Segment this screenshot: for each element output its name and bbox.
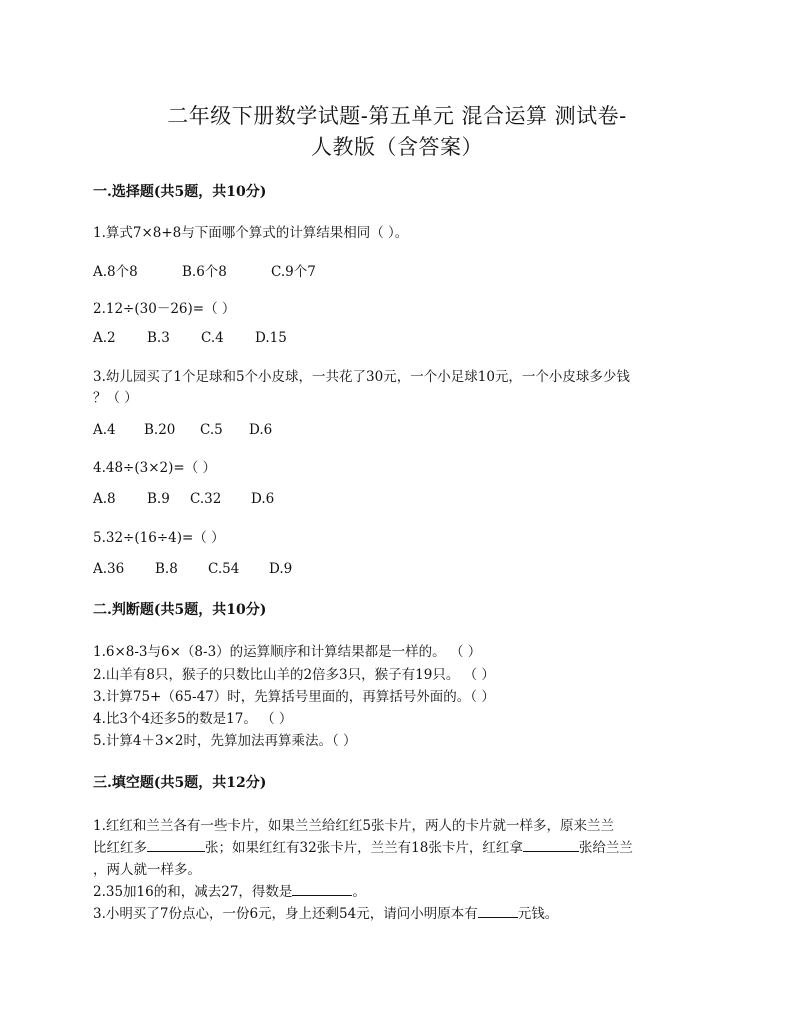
section2-heading: 二.判断题(共5题，共10分): [93, 602, 267, 618]
fill-q2-line: [93, 880, 366, 900]
q5-option-a: A.36: [93, 561, 125, 577]
fill-q1-line1: 1.红红和兰兰各有一些卡片，如果兰兰给红红5张卡片，两人的卡片就一样多，原来兰兰: [93, 818, 614, 834]
q3-option-c: C.5: [200, 422, 223, 438]
q4-option-c: C.32: [190, 491, 222, 507]
page-title-line1: 二年级下册数学试题-第五单元 混合运算 测试卷-: [167, 104, 627, 128]
q3-option-d: D.6: [249, 422, 273, 438]
fill-q3-text-a: 3.小明买了7份点心，一份6元，身上还剩54元，请问小明原本有: [93, 906, 478, 922]
q5-option-c: C.54: [208, 561, 240, 577]
q5-options: [93, 561, 292, 577]
section1-heading: 一.选择题(共5题，共10分): [93, 184, 267, 200]
answer-blank-3[interactable]: [292, 883, 352, 896]
answer-blank-4[interactable]: [478, 905, 518, 918]
q4-text: 4.48÷(3×2)=（ ）: [93, 460, 216, 476]
judge-item-2: 2.山羊有8只，猴子的只数比山羊的2倍多3只，猴子有19只。 （ ）: [93, 667, 495, 683]
q4-option-b: B.9: [147, 491, 170, 507]
q3-text-line2: ？（ ）: [93, 390, 138, 406]
q4-option-d: D.6: [251, 491, 275, 507]
page-title-line2: 人教版（含答案）: [311, 135, 483, 159]
q3-options: [93, 422, 272, 438]
judge-item-1: 1.6×8-3与6×（8-3）的运算顺序和计算结果都是一样的。 （ ）: [93, 644, 482, 660]
q3-option-a: A.4: [93, 422, 116, 438]
q3-option-b: B.20: [144, 422, 176, 438]
section3-heading: 三.填空题(共5题，共12分): [93, 775, 267, 791]
answer-blank-1[interactable]: [147, 839, 205, 852]
fill-q3-line: [93, 902, 558, 922]
fill-q3-text-b: 元钱。: [517, 906, 559, 922]
q2-option-d: D.15: [255, 330, 287, 346]
q4-options: [93, 491, 274, 507]
fill-q1-text-b: 张；如果红红有32张卡片，兰兰有18张卡片，红红拿: [205, 840, 523, 856]
q1-option-a: A.8个8: [93, 264, 138, 280]
q1-options: [93, 260, 316, 280]
fill-q1-line2: [93, 836, 633, 856]
q2-option-a: A.2: [93, 330, 116, 346]
judge-item-5: 5.计算4＋3×2时，先算加法再算乘法。（ ）: [93, 733, 357, 749]
q2-option-b: B.3: [147, 330, 170, 346]
q3-text-line1: 3.幼儿园买了1个足球和5个小皮球，一共花了30元，一个小足球10元，一个小皮球多少钱: [93, 369, 630, 385]
answer-blank-2[interactable]: [523, 839, 579, 852]
q5-option-b: B.8: [155, 561, 178, 577]
fill-q1-text-c: 张给兰兰: [578, 840, 633, 856]
q1-option-b: B.6个8: [182, 264, 227, 280]
q2-text: 2.12÷(30－26)=（ ）: [93, 301, 236, 317]
q5-text: 5.32÷(16÷4)=（ ）: [93, 530, 225, 546]
fill-q1-text-a: 比红红多: [93, 840, 147, 856]
q4-option-a: A.8: [93, 491, 116, 507]
fill-q2-text-b: 。: [352, 884, 366, 900]
fill-q1-line3: ，两人就一样多。: [93, 862, 201, 878]
q1-text: 1.算式7×8+8与下面哪个算式的计算结果相同（ ）。: [93, 225, 409, 241]
q5-option-d: D.9: [269, 561, 293, 577]
judge-item-4: 4.比3个4还多5的数是17。 （ ）: [93, 711, 293, 727]
judge-item-3: 3.计算75+（65-47）时，先算括号里面的，再算括号外面的。（ ）: [93, 689, 495, 705]
q1-option-c: C.9个7: [271, 264, 316, 280]
fill-q2-text-a: 2.35加16的和，减去27，得数是: [93, 884, 293, 900]
q2-options: [93, 330, 287, 346]
q2-option-c: C.4: [201, 330, 224, 346]
